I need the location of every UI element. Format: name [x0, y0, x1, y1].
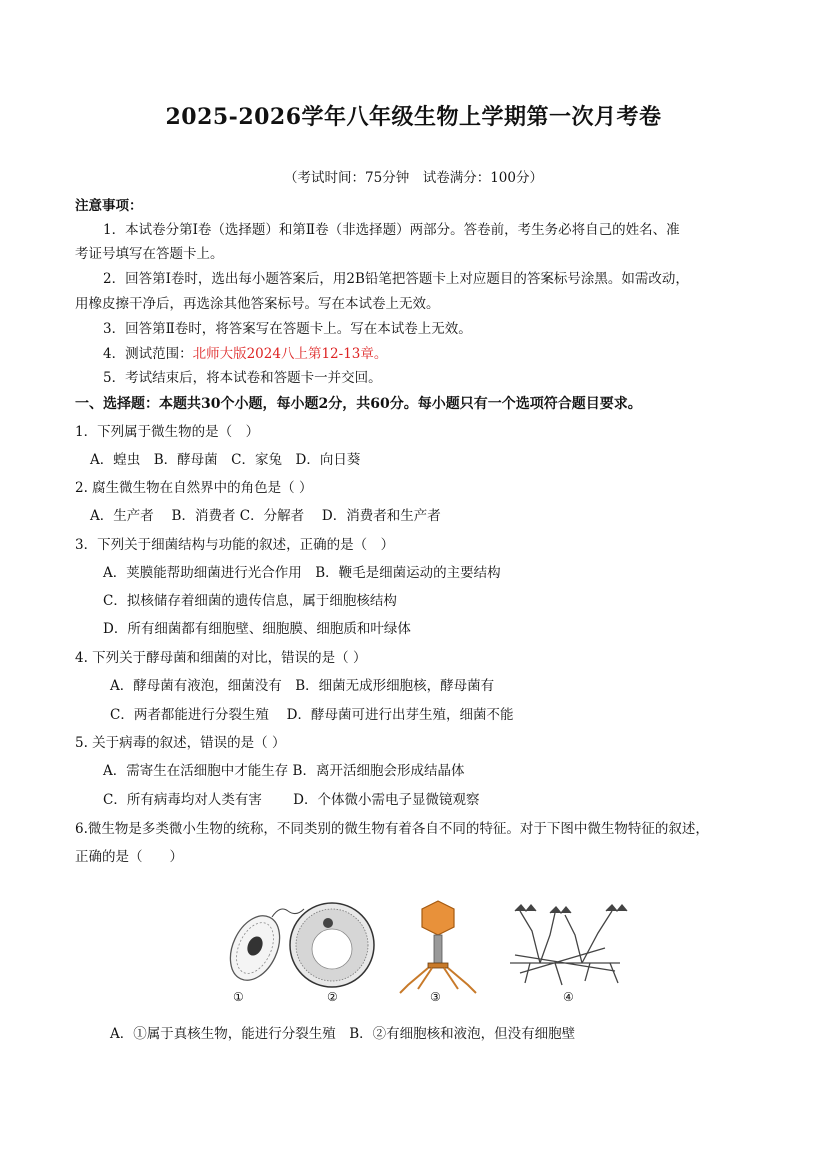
figure-label-3: ③	[430, 990, 441, 1004]
q4-stem: 4. 下列关于酵母菌和细菌的对比，错误的是（ ）	[75, 650, 367, 666]
q3-stem: 3．下列关于细菌结构与功能的叙述，正确的是（ ）	[75, 537, 395, 553]
q6-stem-cont: 正确的是（ ）	[75, 849, 183, 865]
q5-option-ab: A．需寄生在活细胞中才能生存 B．离开活细胞会形成结晶体	[103, 763, 465, 779]
microbe-illustrations	[210, 893, 640, 1008]
figure-label-2: ②	[327, 990, 338, 1004]
q2-stem: 2. 腐生微生物在自然界中的角色是（ ）	[75, 480, 313, 496]
notice-item-4-label: 4．测试范围：	[103, 346, 193, 362]
q4-option-cd: C．两者都能进行分裂生殖 D．酵母菌可进行出芽生殖，细菌不能	[110, 707, 514, 723]
q4-option-ab: A．酵母菌有液泡，细菌没有 B．细菌无成形细胞核，酵母菌有	[110, 678, 495, 694]
q1-stem: 1．下列属于微生物的是（ ）	[75, 424, 260, 440]
figure-label-1: ①	[233, 990, 244, 1004]
notice-item-4	[103, 345, 387, 363]
q5-option-cd: C．所有病毒均对人类有害 D．个体微小需电子显微镜观察	[103, 792, 480, 808]
notice-item-1: 1．本试卷分第Ⅰ卷（选择题）和第Ⅱ卷（非选择题）两部分。答卷前，考生务必将自己的姓名、准	[103, 222, 680, 238]
notice-item-5: 5．考试结束后，将本试卷和答题卡一并交回。	[103, 370, 382, 386]
q6-stem: 6.微生物是多类微小生物的统称，不同类别的微生物有着各自不同的特征。对于下图中微生物特征的叙述，	[75, 821, 709, 837]
q2-options: A．生产者 B．消费者 C．分解者 D．消费者和生产者	[90, 508, 441, 524]
q1-options: A．蝗虫 B．酵母菌 C．家兔 D．向日葵	[90, 452, 361, 468]
notice-item-2: 2．回答第Ⅰ卷时，选出每小题答案后，用2B铅笔把答题卡上对应题目的答案标号涂黑。如需改动，	[103, 271, 689, 287]
notice-heading: 注意事项：	[75, 198, 143, 214]
q3-option-c: C．拟核储存着细菌的遗传信息，属于细胞核结构	[103, 593, 397, 609]
bacteriophage-figure	[400, 901, 476, 993]
microbe-figures	[210, 893, 640, 1008]
notice-item-2-cont: 用橡皮擦干净后，再选涂其他答案标号。写在本试卷上无效。	[75, 296, 440, 312]
test-scope: 北师大版2024八上第12-13章。	[192, 346, 388, 362]
q3-option-ab: A．荚膜能帮助细菌进行光合作用 B．鞭毛是细菌运动的主要结构	[103, 565, 501, 581]
section-heading: 一、选择题：本题共30个小题，每小题2分，共60分。每小题只有一个选项符合题目要求。	[75, 396, 642, 412]
q3-option-d: D．所有细菌都有细胞壁、细胞膜、细胞质和叶绿体	[103, 621, 411, 637]
page-title: 2025-2026学年八年级生物上学期第一次月考卷	[165, 104, 662, 130]
mould-figure	[510, 905, 627, 985]
yeast-cell-figure	[290, 903, 374, 987]
q6-option-ab: A．①属于真核生物，能进行分裂生殖 B．②有细胞核和液泡，但没有细胞壁	[110, 1026, 576, 1042]
q5-stem: 5. 关于病毒的叙述，错误的是（ ）	[75, 735, 286, 751]
exam-info: （考试时间：75分钟 试卷满分：100分）	[284, 170, 543, 186]
notice-item-3: 3．回答第Ⅱ卷时，将答案写在答题卡上。写在本试卷上无效。	[103, 321, 472, 337]
figure-label-4: ④	[563, 990, 574, 1004]
notice-item-1-cont: 考证号填写在答题卡上。	[75, 246, 224, 262]
